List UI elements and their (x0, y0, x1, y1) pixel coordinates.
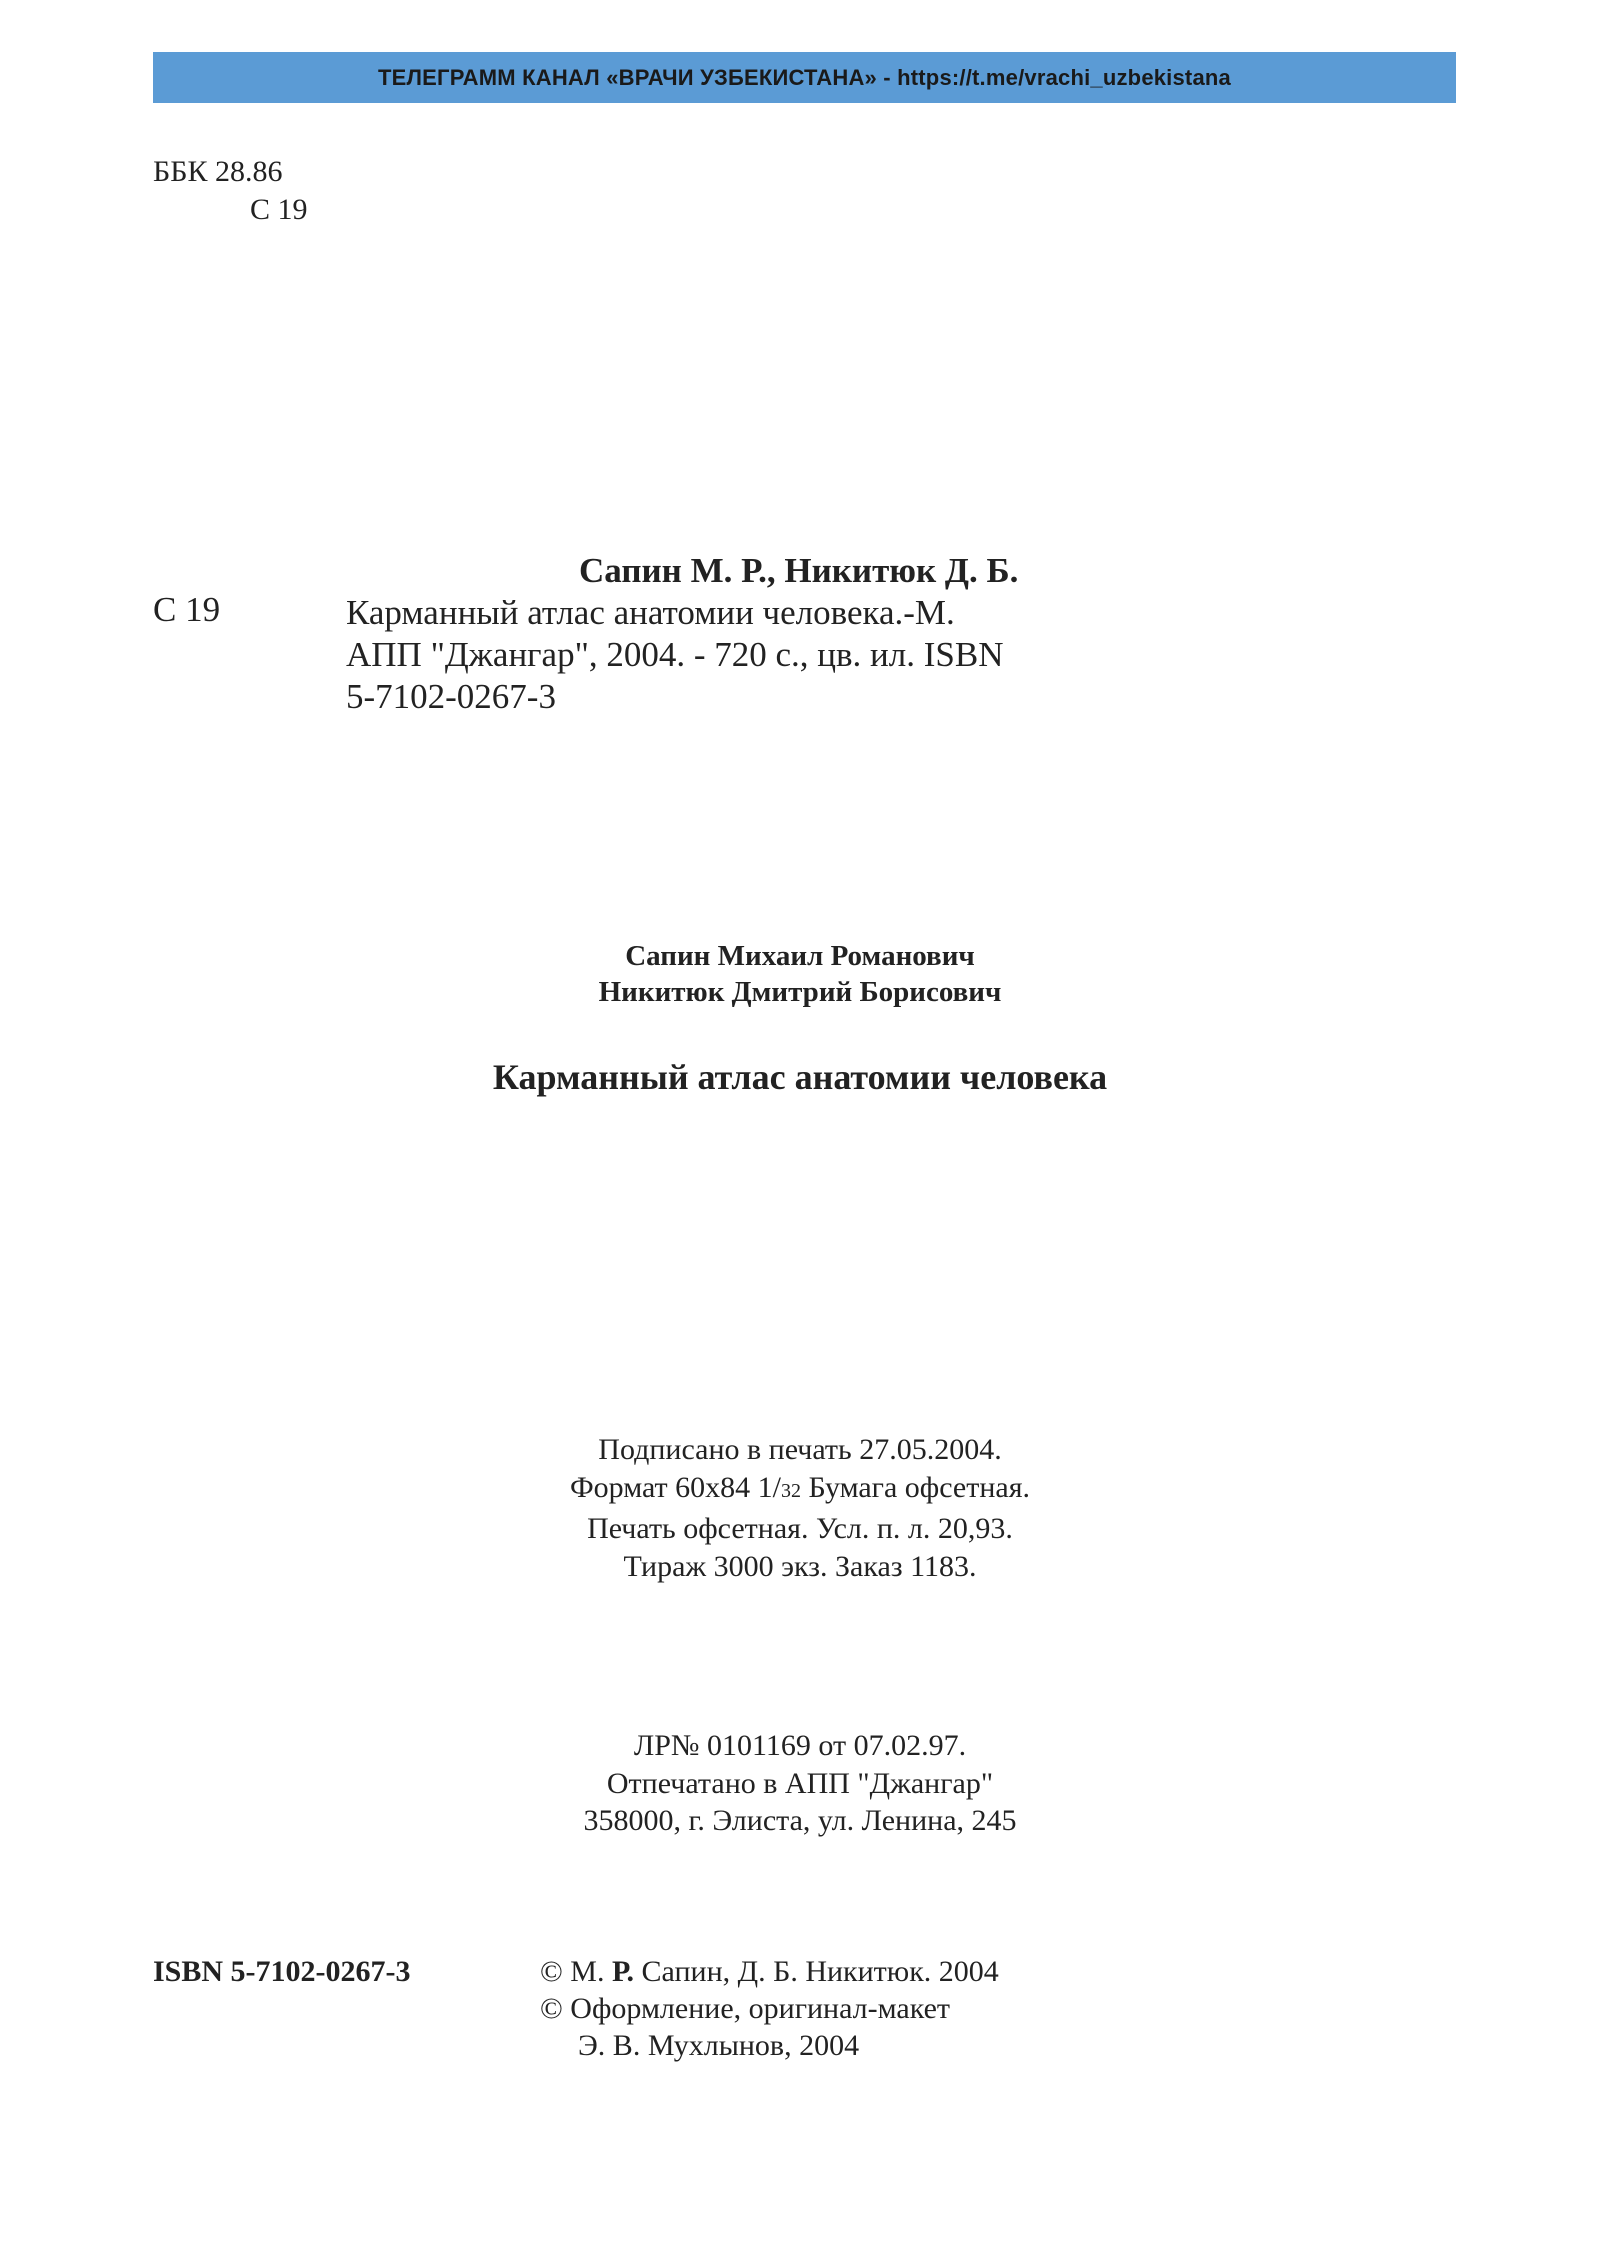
book-title: Карманный атлас анатомии человека (492, 1057, 1108, 1097)
format-prefix: Формат 60x84 1/ (569, 1470, 781, 1504)
license-line: ЛР№ 0101169 от 07.02.97. (633, 1729, 967, 1762)
author-name: Никитюк Дмитрий Борисович (598, 976, 1002, 1008)
copyright-line: © Оформление, оригинал-макет (540, 1992, 950, 2025)
copyright-block (540, 1953, 999, 2064)
catalog-line: Карманный атлас анатомии человека.-М. (346, 593, 955, 632)
telegram-banner (153, 52, 1456, 103)
imprint-line: Тираж 3000 экз. Заказ 1183. (623, 1549, 977, 1583)
license-block (0, 1727, 1600, 1840)
banner-text: ТЕЛЕГРАММ КАНАЛ «ВРАЧИ УЗБЕКИСТАНА» - https://t.me/vrachi_uzbekistana (378, 64, 1231, 90)
catalog-line: АПП "Джангар", 2004. - 720 с., цв. ил. ISBN (346, 635, 1004, 674)
copyright-prefix: © М. (540, 1955, 612, 1988)
license-line: Отпечатано в АПП "Джангар" (606, 1766, 994, 1800)
isbn: ISBN 5-7102-0267-3 (153, 1955, 411, 1988)
imprint-format-line (0, 1469, 1600, 1511)
imprint-block (0, 1431, 1600, 1585)
bbk-classification (153, 153, 308, 229)
author-name: Сапин Михаил Романович (625, 940, 975, 972)
format-suffix: Бумага офсетная. (801, 1470, 1031, 1504)
license-line: 358000, г. Элиста, ул. Ленина, 245 (583, 1804, 1017, 1837)
catalog-entry-code: С 19 (153, 590, 221, 629)
author-credits (0, 938, 1600, 1010)
catalog-line: 5-7102-0267-3 (346, 677, 556, 716)
copyright-initial: Р. (611, 1955, 635, 1988)
bbk-code: ББК 28.86 (153, 155, 283, 188)
catalog-authors: Сапин М. Р., Никитюк Д. Б. (579, 551, 1019, 590)
catalog-entry (346, 550, 1018, 718)
author-mark: С 19 (250, 193, 308, 226)
copyright-line (540, 1953, 999, 1990)
copyright-rest: Сапин, Д. Б. Никитюк. 2004 (634, 1955, 999, 1988)
format-fraction: 32 (781, 1479, 801, 1502)
copyright-line: Э. В. Мухлынов, 2004 (578, 2029, 860, 2062)
imprint-line: Печать офсетная. Усл. п. л. 20,93. (587, 1512, 1013, 1545)
imprint-line: Подписано в печать 27.05.2004. (598, 1433, 1002, 1466)
